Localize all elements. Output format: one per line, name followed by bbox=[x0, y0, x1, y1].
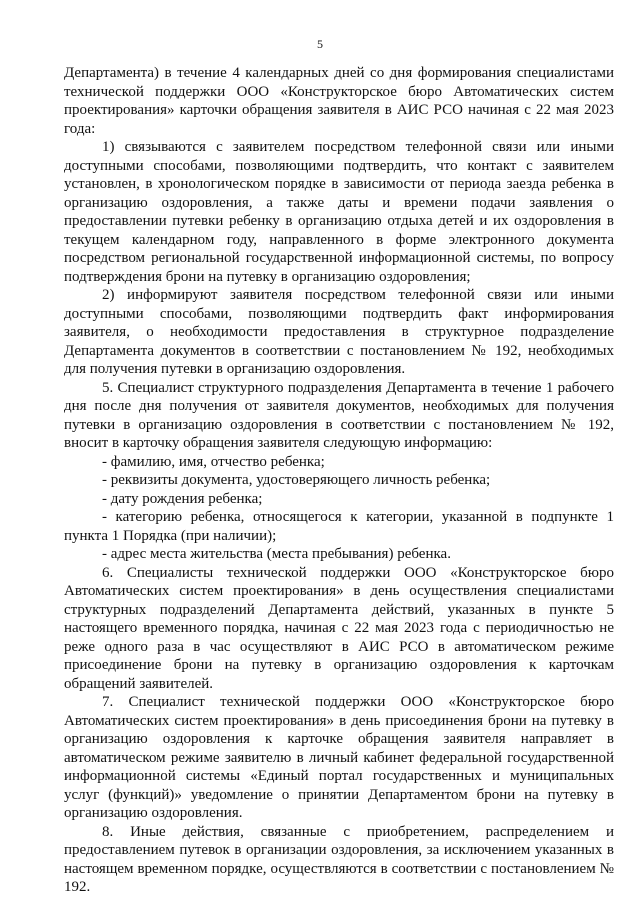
document-body bbox=[64, 64, 614, 897]
paragraph-item-1: 1) связываются с заявителем посредством телефонной связи или иными доступными способами, позволяющими подтвердить, что контакт с заявителем установлен, в хронологическом порядке в зависимости от периода заезда ребенка в организацию оздоровления, а также даты и времени подачи заявления о предоставлении путевки ребенку в организацию отдыха детей и их оздоровления в текущем календарном году, направленного в форме электронного документа посредством региональной государственной информационной системы, по вопросу подтверждения брони на путевку в организацию оздоровления; bbox=[64, 139, 614, 285]
page-number: 5 bbox=[317, 37, 323, 51]
paragraph-point-8: 8. Иные действия, связанные с приобретением, распределением и предоставлением путевок в организации оздоровления, за исключением указанных в настоящем временном порядке, осуществляются в соответствии с постановлением № 192. bbox=[64, 823, 614, 895]
paragraph-point-5: 5. Специалист структурного подразделения Департамента в течение 1 рабочего дня после дня получения от заявителя документов, необходимых для получения путевки в организацию оздоровления в соответствии с постановлением № 192, вносит в карточку обращения заявителя следующую информацию: bbox=[64, 379, 614, 451]
list-item-address: - адрес места жительства (места пребывания) ребенка. bbox=[102, 546, 451, 562]
list-item-birth-date: - дату рождения ребенка; bbox=[102, 490, 263, 507]
paragraph-continuation: Департамента) в течение 4 календарных дней со дня формирования специалистами технической поддержки ООО «Конструкторское бюро Автоматических систем проектирования» карточки обращения заявителя в АИС РСО начиная с 22 мая 2023 года: bbox=[64, 65, 614, 137]
list-item-id-document: - реквизиты документа, удостоверяющего личность ребенка; bbox=[102, 472, 491, 488]
list-item-category: - категорию ребенка, относящегося к категории, указанной в подпункте 1 пункта 1 Порядка (при наличии); bbox=[64, 509, 614, 544]
paragraph-item-2: 2) информируют заявителя посредством телефонной связи или иными доступными способами, позволяющими подтвердить факт информирования заявителя, о необходимости предоставления в структурное подразделение Департамента документов в соответствии с постановлением № 192, необходимых для получения путевки в организацию оздоровления. bbox=[64, 287, 614, 377]
paragraph-point-7: 7. Специалист технической поддержки ООО «Конструкторское бюро Автоматических систем проектирования» в день присоединения брони на путевку в организацию оздоровления к карточке обращения заявителя направляет в автоматическом режиме заявителю в личный кабинет федеральной государственной информационной системы «Единый портал государственных и муниципальных услуг (функций)» уведомление о принятии Департаментом брони на путевку в организацию оздоровления. bbox=[64, 694, 614, 821]
paragraph-point-6: 6. Специалисты технической поддержки ООО «Конструкторское бюро Автоматических систем проектирования» в день осуществления специалистами структурных подразделений Департамента действий, указанных в пункте 5 настоящего временного порядка, начиная с 22 мая 2023 года с периодичностью не реже одного раза в час осуществляют в АИС РСО в автоматическом режиме присоединение брони на путевку в организацию оздоровления к карточкам обращений заявителей. bbox=[64, 564, 614, 692]
list-item-child-name: - фамилию, имя, отчество ребенка; bbox=[102, 453, 325, 470]
